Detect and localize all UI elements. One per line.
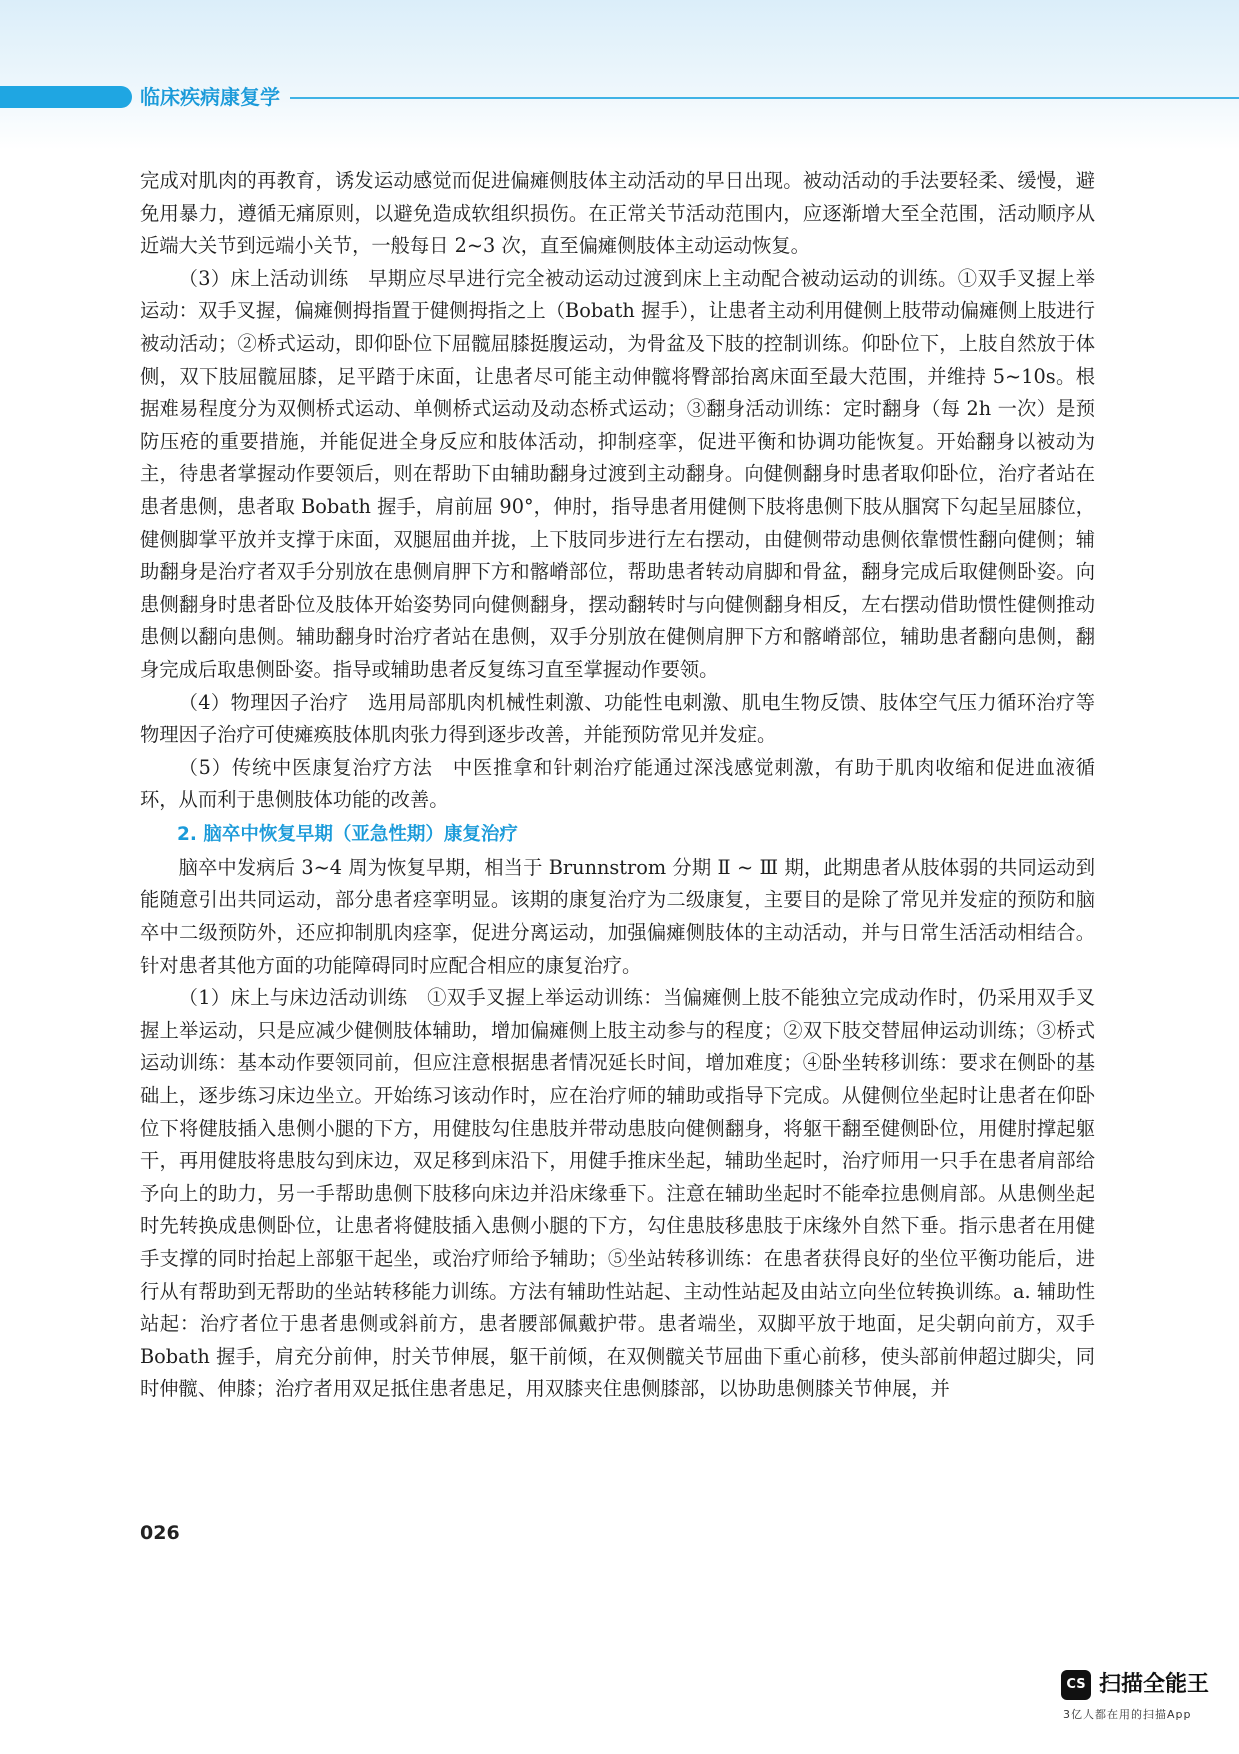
page-number: 026 — [140, 1522, 180, 1544]
paragraph: （5）传统中医康复治疗方法 中医推拿和针刺治疗能通过深浅感觉刺激，有助于肌肉收缩和促进血液循环，从而利于患侧肢体功能的改善。 — [140, 755, 1095, 812]
section-heading: 2. 脑卒中恢复早期（亚急性期）康复治疗 — [177, 823, 518, 845]
paragraph: 完成对肌肉的再教育，诱发运动感觉而促进偏瘫侧肢体主动活动的早日出现。被动活动的手法要轻柔、缓慢，避免用暴力，遵循无痛原则，以避免造成软组织损伤。在正常关节活动范围内，应逐渐增大至全范围，活动顺序从近端大关节到远端小关节，一般每日 2~3 次，直至偏瘫侧肢体主动运动恢复。 — [140, 169, 1095, 258]
camscanner-logo-icon: CS — [1061, 1670, 1091, 1700]
scanner-watermark — [1061, 1670, 1229, 1732]
header-rule — [290, 97, 1239, 99]
book-title: 临床疾病康复学 — [140, 85, 280, 109]
header-band — [0, 0, 1239, 150]
watermark-app-name: 扫描全能王 — [1099, 1672, 1210, 1697]
paragraph: （4）物理因子治疗 选用局部肌肉机械性刺激、功能性电刺激、肌电生物反馈、肢体空气压力循环治疗等物理因子治疗可使瘫痪肢体肌肉张力得到逐步改善，并能预防常见并发症。 — [140, 690, 1095, 747]
paragraph: （1）床上与床边活动训练 ①双手叉握上举运动训练：当偏瘫侧上肢不能独立完成动作时，仍采用双手叉握上举运动，只是应减少健侧肢体辅助，增加偏瘫侧上肢主动参与的程度；②双下肢交替屈伸运动训练；③桥式运动训练：基本动作要领同前，但应注意根据患者情况延长时间，增加难度；④卧坐转移训练：要求在侧卧的基础上，逐步练习床边坐立。开始练习该动作时，应在治疗师的辅助或指导下完成。从健侧位坐起时让患者在仰卧位下将健肢插入患侧小腿的下方，用健肢勾住患肢并带动患肢向健侧翻身，将躯干翻至健侧卧位，用健肘撑起躯干，再用健肢将患肢勾到床边，双足移到床沿下，用健手推床坐起，辅助坐起时，治疗师用一只手在患者肩部给予向上的助力，另一手帮助患侧下肢移向床边并沿床缘垂下。注意在辅助坐起时不能牵拉患侧肩部。从患侧坐起时先转换成患侧卧位，让患者将健肢插入患侧小腿的下方，勾住患肢移患肢于床缘外自然下垂。指示患者在用健手支撑的同时抬起上部躯干起坐，或治疗师给予辅助；⑤坐站转移训练：在患者获得良好的坐位平衡功能后，进行从有帮助到无帮助的坐站转移能力训练。方法有辅助性站起、主动性站起及由站立向坐位转换训练。a. 辅助性站起：治疗者位于患者患侧或斜前方，患者腰部佩戴护带。患者端坐，双脚平放于地面，足尖朝向前方，双手 Bobath 握手，肩充分前伸，肘关节伸展，躯干前倾，在双侧髋关节屈曲下重心前移，使头部前伸超过脚尖，同时伸髋、伸膝；治疗者用双足抵住患者患足，用双膝夹住患侧膝部，以协助患侧膝关节伸展，并 — [140, 986, 1095, 1401]
page-body — [140, 165, 1095, 1406]
header-accent-tab — [0, 86, 132, 108]
paragraph: （3）床上活动训练 早期应尽早进行完全被动运动过渡到床上主动配合被动运动的训练。①双手叉握上举运动：双手叉握，偏瘫侧拇指置于健侧拇指之上（Bobath 握手），让患者主动利用健侧上肢带动偏瘫侧上肢进行被动活动；②桥式运动，即仰卧位下屈髋屈膝挺腹运动，为骨盆及下肢的控制训练。仰卧位下，上肢自然放于体侧，双下肢屈髋屈膝，足平踏于床面，让患者尽可能主动伸髋将臀部抬离床面至最大范围，并维持 5~10s。根据难易程度分为双侧桥式运动、单侧桥式运动及动态桥式运动；③翻身活动训练：定时翻身（每 2h 一次）是预防压疮的重要措施，并能促进全身反应和肢体活动，抑制痉挛，促进平衡和协调功能恢复。开始翻身以被动为主，待患者掌握动作要领后，则在帮助下由辅助翻身过渡到主动翻身。向健侧翻身时患者取仰卧位，治疗者站在患者患侧，患者取 Bobath 握手，肩前屈 90°，伸肘，指导患者用健侧下肢将患侧下肢从腘窝下勾起呈屈膝位，健侧脚掌平放并支撑于床面，双腿屈曲并拢，上下肢同步进行左右摆动，由健侧带动患侧依靠惯性翻向健侧；辅助翻身是治疗者双手分别放在患侧肩胛下方和髂嵴部位，帮助患者转动肩脚和骨盆，翻身完成后取健侧卧姿。向患侧翻身时患者卧位及肢体开始姿势同向健侧翻身，摆动翻转时与向健侧翻身相反，左右摆动借助惯性健侧推动患侧以翻向患侧。辅助翻身时治疗者站在患侧，双手分别放在健侧肩胛下方和髂嵴部位，辅助患者翻向患侧，翻身完成后取患侧卧姿。指导或辅助患者反复练习直至掌握动作要领。 — [140, 266, 1095, 681]
watermark-tagline: 3亿人都在用的扫描App — [1063, 1708, 1192, 1721]
paragraph: 脑卒中发病后 3~4 周为恢复早期，相当于 Brunnstrom 分期 Ⅱ ~ Ⅲ 期，此期患者从肢体弱的共同运动到能随意引出共同运动，部分患者痉挛明显。该期的康复治疗为二级康复，主要目的是除了常见并发症的预防和脑卒中二级预防外，还应抑制肌肉痉挛，促进分离运动，加强偏瘫侧肢体的主动活动，并与日常生活活动相结合。针对患者其他方面的功能障碍同时应配合相应的康复治疗。 — [140, 855, 1095, 977]
